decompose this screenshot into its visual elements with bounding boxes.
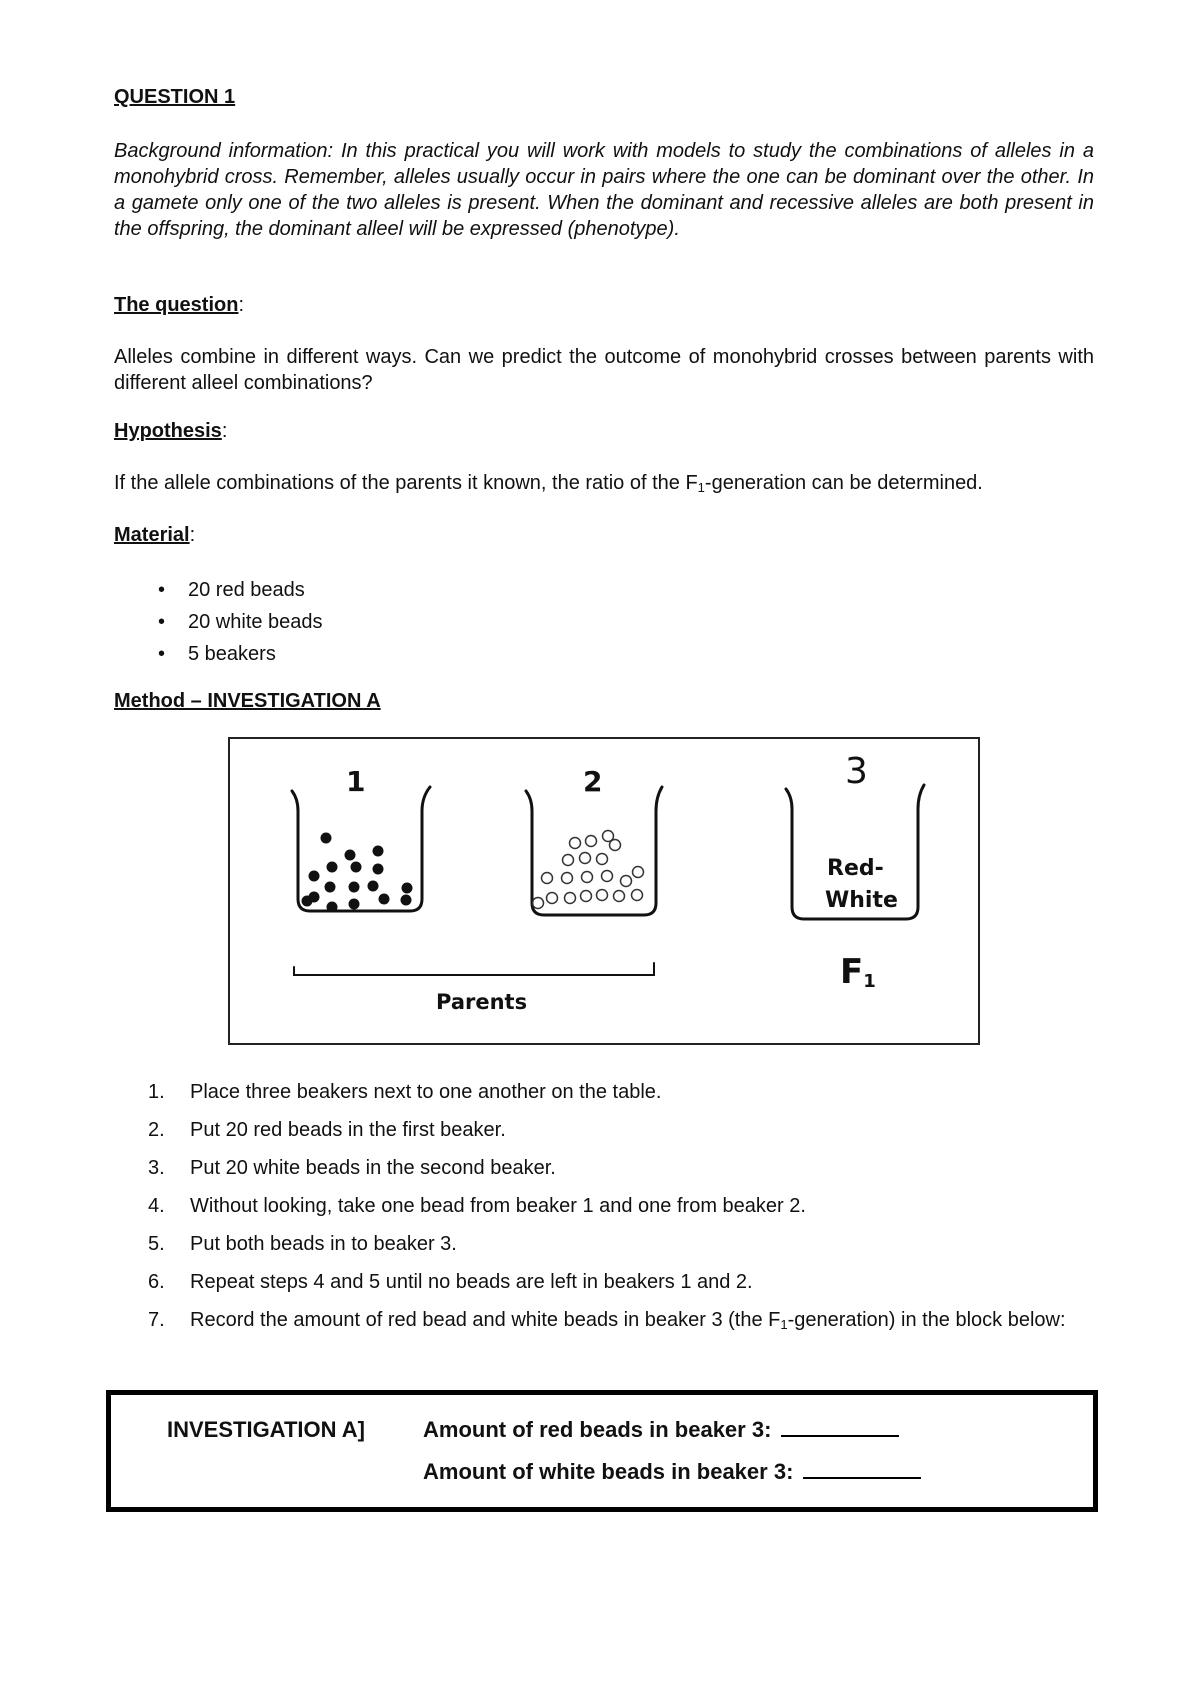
step-item [148,1073,1094,1111]
material-item: • 20 white beads [158,606,323,638]
investigation-label: INVESTIGATION A] [167,1417,365,1442]
red-beads [302,833,413,913]
beaker-2-label: 2 [583,765,603,798]
material-list [158,574,323,670]
question-label: The question [114,294,239,316]
step-7-text-after: -generation) in the block below: [787,1309,1066,1331]
step-text: Place three beakers next to one another on the table. [190,1081,662,1103]
hypothesis-text [114,472,983,495]
hypothesis-heading: Hypothesis: [114,420,228,442]
investigation-answer-box [106,1390,1098,1512]
step-number: 3. [148,1157,165,1179]
beaker-3-content-line1: Red- [827,856,884,881]
hypothesis-subscript: 1 [697,480,705,495]
red-beads-question [423,1417,899,1443]
step-text: Put 20 red beads in the first beaker. [190,1119,506,1141]
hypothesis-text-after: -generation can be determined. [704,472,983,494]
step-item [148,1225,1094,1263]
step-item [148,1111,1094,1149]
parents-label: Parents [436,990,528,1014]
hypothesis-label: Hypothesis [114,420,222,442]
white-beads-question [423,1459,921,1485]
f1-label [840,952,876,992]
material-heading: Material: [114,524,196,546]
hypothesis-text-before: If the allele combinations of the parents it known, the ratio of the F [114,472,698,494]
red-beads-answer-field[interactable] [781,1417,899,1437]
step-item [148,1263,1094,1301]
parents-bracket [294,963,654,975]
white-beads-question-text: Amount of white beads in beaker 3: [423,1459,794,1484]
question-heading: The question: [114,294,245,316]
beaker-3-content-line2: White [825,888,898,913]
step-item [148,1149,1094,1187]
step-text: Repeat steps 4 and 5 until no beads are left in beakers 1 and 2. [190,1271,753,1293]
red-beads-question-text: Amount of red beads in beaker 3: [423,1417,772,1442]
white-beads [533,831,644,909]
step-number: 2. [148,1119,165,1141]
method-heading: Method – INVESTIGATION A [114,690,381,712]
step-text: Put 20 white beads in the second beaker. [190,1157,556,1179]
material-label: Material [114,524,190,546]
white-beads-answer-field[interactable] [803,1459,921,1479]
beaker-3-label: 3 [845,751,868,792]
beaker-diagram-svg [230,739,978,1043]
step-7-text-before: Record the amount of red bead and white beads in beaker 3 (the F [190,1309,781,1331]
step-number: 5. [148,1233,165,1255]
f1-subscript: 1 [863,971,876,992]
material-item: • 20 red beads [158,574,323,606]
step-item-7 [148,1301,1094,1344]
method-steps [148,1073,1094,1344]
background-paragraph: Background information: In this practical you will work with models to study the combinations of alleles in a monohybrid cross. Remember, alleles usually occur in pairs where the one can be dominant over the other. In a gamete only one of the two alleles is present. When the dominant and recessive alleles are both present in the offspring, the dominant alleel will be expressed (phenotype). [114,140,1094,240]
step-number: 6. [148,1271,165,1293]
step-text: Put both beads in to beaker 3. [190,1233,457,1255]
step-number: 7. [148,1309,165,1331]
beaker-diagram [228,737,980,1045]
step-text: Without looking, take one bead from beaker 1 and one from beaker 2. [190,1195,806,1217]
step-item [148,1187,1094,1225]
question-text: Alleles combine in different ways. Can we predict the outcome of monohybrid crosses between parents with different alleel combinations? [114,346,1094,394]
step-number: 1. [148,1081,165,1103]
f1-letter: F [840,952,864,992]
beaker-1-label: 1 [346,765,366,798]
material-item: • 5 beakers [158,638,323,670]
step-7-subscript: 1 [780,1317,788,1332]
step-number: 4. [148,1195,165,1217]
question-title: QUESTION 1 [114,86,236,108]
